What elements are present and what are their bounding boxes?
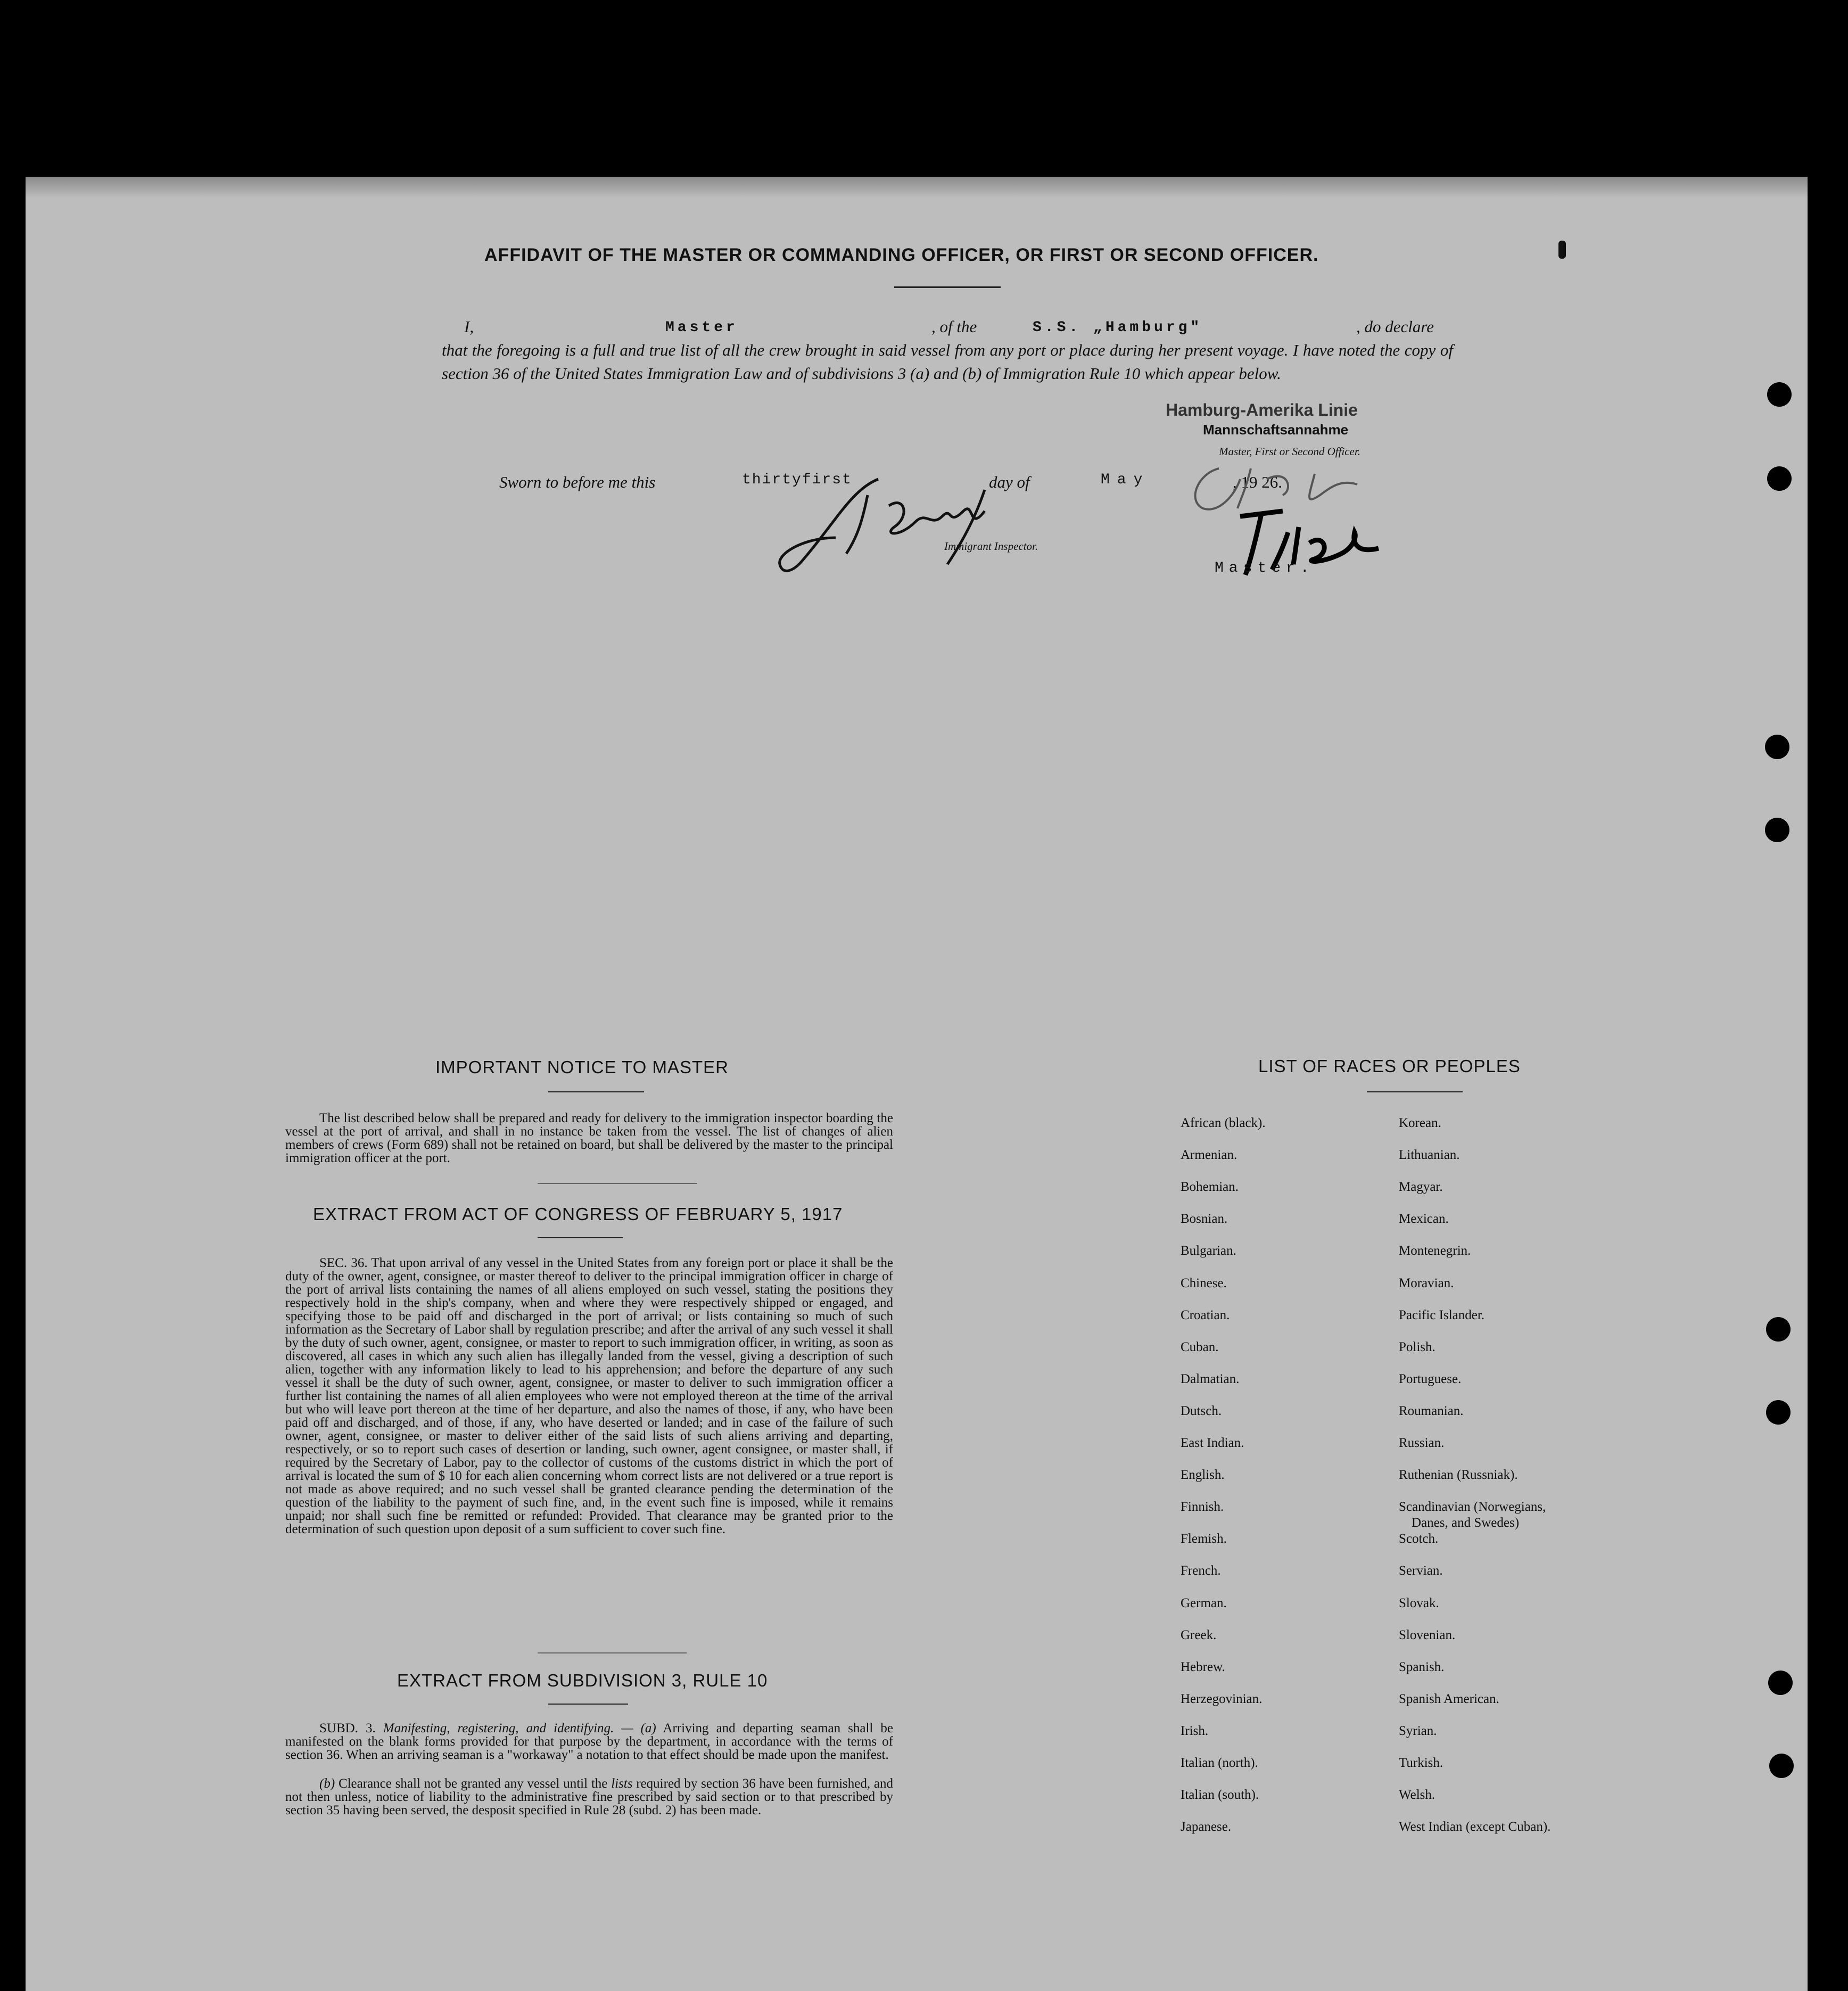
month-field: May [1101,472,1150,488]
year-field: , 19 26. [1233,473,1282,491]
race-item: English. [1181,1468,1225,1483]
para2-lead: (b) [319,1776,335,1791]
race-item: Ruthenian (Russniak). [1399,1468,1518,1483]
race-item: Dutsch. [1181,1403,1222,1418]
notice-rule [548,1091,644,1092]
race-item: Bosnian. [1181,1212,1228,1227]
page-corner-mark [1558,241,1566,259]
page-top-shadow [26,177,1808,198]
binder-hole [1765,735,1789,759]
day-field: thirtyfirst [742,472,852,488]
para2-body-b: required by section 36 have been furnished, and not then unless, notice of liability to the administrative fine prescribed by said section or to that prescribed by section 35 having been served, the desposit specified in Rule 28 (subd. 2) has been made. [285,1776,893,1817]
race-item: Spanish American. [1399,1691,1499,1706]
race-item: Scotch. [1399,1532,1439,1546]
document-page [26,177,1808,1991]
race-item: Finnish. [1181,1500,1224,1515]
rule-extract-title: EXTRACT FROM SUBDIVISION 3, RULE 10 [397,1671,768,1690]
race-item: Irish. [1181,1723,1209,1738]
act-separator [538,1652,687,1653]
master-caption: Master. [1215,560,1315,577]
act-extract-title: EXTRACT FROM ACT OF CONGRESS OF FEBRUARY 5, 1917 [313,1204,843,1224]
binder-hole [1767,382,1792,407]
race-item: Spanish. [1399,1659,1445,1674]
race-item: Turkish. [1399,1756,1443,1770]
declaration-text: that the foregoing is a full and true list of all the crew brought in said vessel from any port or place during her present voyage. I have noted the copy of section 36 of the United States Immigration Law and of subdivisions 3 (a) and (b) of Immigration Rule 10 which appear below. [442,341,1453,383]
race-item: Herzegovinian. [1181,1691,1263,1706]
notice-body: The list described below shall be prepared and ready for delivery to the immigration inspector boarding the vessel at the port of arrival, and shall in no instance be taken from the vessel. The list of changes of alien members of crews (Form 689) shall not be retained on board, but shall be delivered by the master to the principal immigration officer at the port. [285,1111,893,1165]
affidavit-title: AFFIDAVIT OF THE MASTER OR COMMANDING OFFICER, OR FIRST OR SECOND OFFICER. [484,245,1319,265]
company-stamp-line1: Hamburg-Amerika Linie [1166,400,1358,419]
race-item: Flemish. [1181,1532,1227,1546]
race-item: German. [1181,1595,1227,1610]
race-item: Bohemian. [1181,1180,1239,1195]
race-item: Croatian. [1181,1307,1230,1322]
race-item: Italian (north). [1181,1756,1258,1770]
race-item: Syrian. [1399,1723,1437,1738]
para1-body: Arriving and departing seaman shall be manifested on the blank forms provided for that purpose by the department, in accordance with the terms of section 36. When an arriving seaman is a "workaway" a notation to that effect should be made upon the manifest. [285,1721,894,1762]
para1-lead: SUBD. 3. [319,1721,376,1735]
race-item: Welsh. [1399,1788,1436,1803]
race-item: Montenegrin. [1399,1244,1471,1258]
rule-extract-para2 [285,1777,893,1817]
inspector-caption: Immigrant Inspector. [944,540,1038,553]
race-item: Servian. [1399,1564,1443,1578]
para2-lists: lists [611,1776,633,1791]
binder-hole [1769,1754,1794,1778]
rule-extract-para1 [285,1722,893,1762]
race-item: Slovak. [1399,1595,1439,1610]
ship-name-field: S.S. „Hamburg" [1033,319,1203,336]
officer-caption: Master, First or Second Officer. [1219,445,1360,458]
binder-hole [1766,1400,1791,1425]
sworn-label: Sworn to before me this [499,473,656,491]
races-rule [1367,1091,1463,1092]
act-extract-body: SEC. 36. That upon arrival of any vessel in the United States from any foreign port or place it shall be the duty of the owner, agent, consignee, or master thereof to deliver to the principal immigration officer in charge of the port of arrival lists containing the names of all aliens employed on such vessel, stating the positions they respectively hold in the ship's company, when and where they were respectively shipped or engaged, and specifying those to be paid off and discharged in the port of arrival; or lists containing so much of such information as the Secretary of Labor shall by regulation prescribe; and after the arrival of any such vessel it shall by the duty of such owner, agent, consignee, or master to report to such immigration officer, in writing, as soon as discovered, all cases in which any such alien has illegally landed from the vessel, giving a description of such alien, together with any information likely to lead to his apprehension; and before the departure of any such vessel it shall be the duty of such owner, agent, consignee, or master to deliver to such immigration officer a further list containing the names of all alien employees who were not employed thereon at the time of the arrival but who will leave port thereon at the time of her departure, and also the names of those, if any, who have been paid off and discharged, and of those, if any, who have deserted or landed; and in case of the failure of such owner, agent, consignee, or master to deliver either of the said lists of such aliens arriving and departing, respectively, or so to report such cases of desertion or landing, such owner, agent consignee, or master shall, if required by the Secretary of Labor, pay to the collector of customs of the customs district in which the port of arrival is located the sum of $ 10 for each alien concerning whom correct lists are not delivered or a true report is not made as above required; and no such vessel shall be granted clearance pending the determination of the question of the liability to the payment of such fine, and, in the event such fine is imposed, while it remains unpaid; nor shall such fine be remitted or refunded: Provided. That clearance may be granted prior to the determination of such question upon deposit of a sum sufficient to cover such fine. [285,1256,893,1536]
race-item: Japanese. [1181,1820,1232,1834]
race-item: Magyar. [1399,1180,1443,1195]
race-item: Russian. [1399,1436,1445,1450]
title-rule [894,286,1001,288]
race-item: Italian (south). [1181,1788,1259,1803]
binder-hole [1767,466,1792,491]
race-item: Moravian. [1399,1276,1454,1290]
company-stamp-line2: Mannschaftsannahme [1203,422,1349,438]
race-item: Cuban. [1181,1339,1219,1354]
binder-hole [1768,1671,1793,1695]
affidavit-i: I, [464,317,474,336]
act-extract-rule [538,1237,623,1238]
race-item: East Indian. [1181,1436,1244,1450]
of-the-label: , of the [931,317,977,336]
para1-heading: Manifesting, registering, and identifying. — (a) [383,1721,656,1735]
inspector-signature [772,458,1070,586]
para2-body-a: Clearance shall not be granted any vessel until the [338,1776,608,1791]
officer-rank-field: Master [665,319,738,336]
race-item: Portuguese. [1399,1371,1462,1386]
race-item: Mexican. [1399,1212,1449,1227]
race-item: Chinese. [1181,1276,1227,1290]
race-item: Lithuanian. [1399,1148,1460,1163]
race-item: French. [1181,1564,1221,1578]
binder-hole [1766,1317,1791,1342]
races-title: LIST OF RACES OR PEOPLES [1258,1056,1521,1076]
race-item: African (black). [1181,1116,1266,1130]
notice-title: IMPORTANT NOTICE TO MASTER [435,1057,729,1077]
race-item: Armenian. [1181,1148,1238,1163]
race-item: Greek. [1181,1627,1217,1642]
day-of-label: day of [989,473,1030,491]
binder-hole [1765,818,1789,842]
race-item: Polish. [1399,1339,1436,1354]
race-item: Dalmatian. [1181,1371,1240,1386]
race-item: Korean. [1399,1116,1441,1130]
race-item: Slovenian. [1399,1627,1456,1642]
race-item: Roumanian. [1399,1403,1464,1418]
notice-separator [538,1183,697,1184]
race-item: Hebrew. [1181,1659,1225,1674]
do-declare-label: , do declare [1356,317,1434,336]
race-item: Pacific Islander. [1399,1307,1485,1322]
race-item: West Indian (except Cuban). [1399,1820,1551,1834]
race-item: Bulgarian. [1181,1244,1236,1258]
rule-extract-rule [548,1704,628,1705]
race-item-scandinavian-cont: Danes, and Swedes) [1412,1516,1520,1530]
race-item: Scandinavian (Norwegians, [1399,1500,1546,1515]
